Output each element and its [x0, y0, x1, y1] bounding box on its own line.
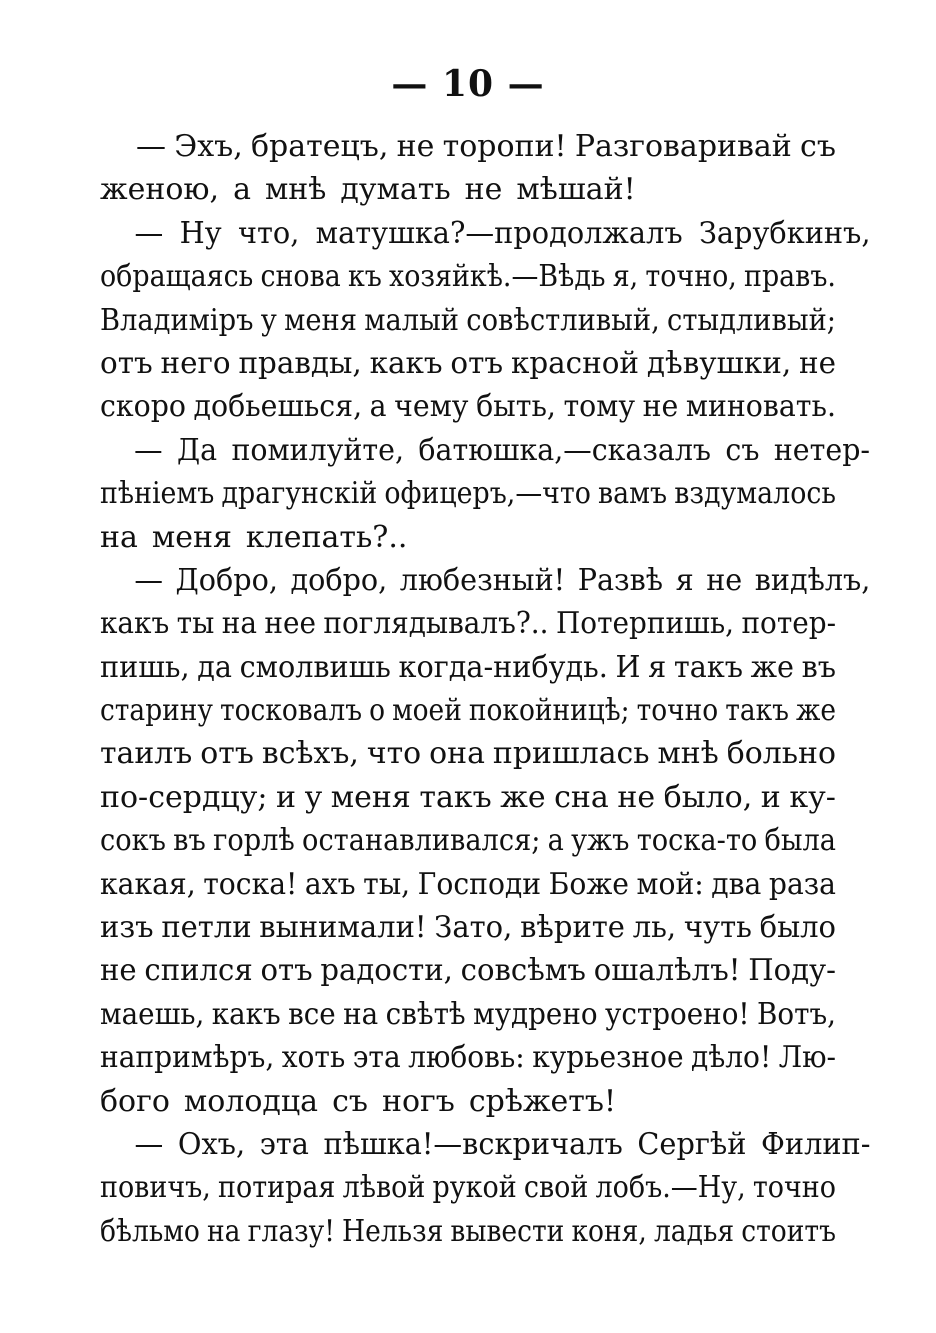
text-line: бѣльмо на глазу! Нельзя вывести коня, ладья стоитъ: [100, 1213, 837, 1249]
text-line: таилъ отъ всѣхъ, что она пришлась мнѣ больно: [100, 736, 836, 772]
text-line: бого молодца съ ногъ срѣжетъ!: [100, 1083, 617, 1119]
text-line: не спился отъ радости, совсѣмъ ошалѣлъ! Поду-: [100, 953, 837, 989]
text-line: напримѣръ, хоть эта любовь: курьезное дѣло! Лю-: [100, 1040, 837, 1076]
text-line: женою, а мнѣ думать не мѣшай!: [100, 172, 636, 208]
text-line: отъ него правды, какъ отъ красной дѣвушки, не: [100, 345, 837, 381]
text-line: сокъ въ горлѣ останавливался; а ужъ тоска-то была: [100, 823, 837, 859]
text-line: по-сердцу; и у меня такъ же сна не было, и ку-: [100, 779, 836, 815]
page-number: — 10 —: [391, 63, 545, 105]
text-line: повичъ, потирая лѣвой рукой свой лобъ.—Ну, точно: [100, 1170, 837, 1206]
text-line: какъ ты на нее поглядывалъ?.. Потерпишь, потер-: [100, 606, 837, 642]
text-line: маешь, какъ все на свѣтѣ мудрено устроено! Вотъ,: [100, 996, 836, 1032]
text-line: — Эхъ, братецъ, не торопи! Разговаривай съ: [136, 129, 836, 164]
text-line: старину тосковалъ о моей покойницѣ; точно такъ же: [100, 693, 837, 729]
text-line: какая, тоска! ахъ ты, Господи Боже мой: два раза: [100, 866, 836, 902]
text-line: Владимiръ у меня малый совѣстливый, стыдливый;: [100, 302, 836, 338]
text-line: обращаясь снова къ хозяйкѣ.—Вѣдь я, точно, правъ.: [100, 259, 836, 295]
text-line: — Добро, добро, любезный! Развѣ я не видѣлъ,: [134, 562, 871, 598]
text-line: — Да помилуйте, батюшка,—сказалъ съ нетер-: [134, 432, 871, 468]
text-line: на меня клепать?..: [100, 519, 408, 555]
text-line: пѣнiемъ драгунскiй офицеръ,—что вамъ вздумалось: [100, 476, 837, 512]
text-line: скоро добьешься, а чему быть, тому не миновать.: [100, 389, 836, 425]
text-line: — Ну что, матушка?—продолжалъ Зарубкинъ,: [134, 215, 871, 251]
text-line: пишь, да смолвишь когда-нибудь. И я такъ же въ: [100, 649, 836, 685]
text-line: изъ петли вынимали! Зато, вѣрите ль, чуть было: [100, 910, 837, 946]
page-text: [100, 125, 871, 1253]
text-line: — Охъ, эта пѣшка!—вскричалъ Сергѣй Филип-: [134, 1126, 871, 1162]
